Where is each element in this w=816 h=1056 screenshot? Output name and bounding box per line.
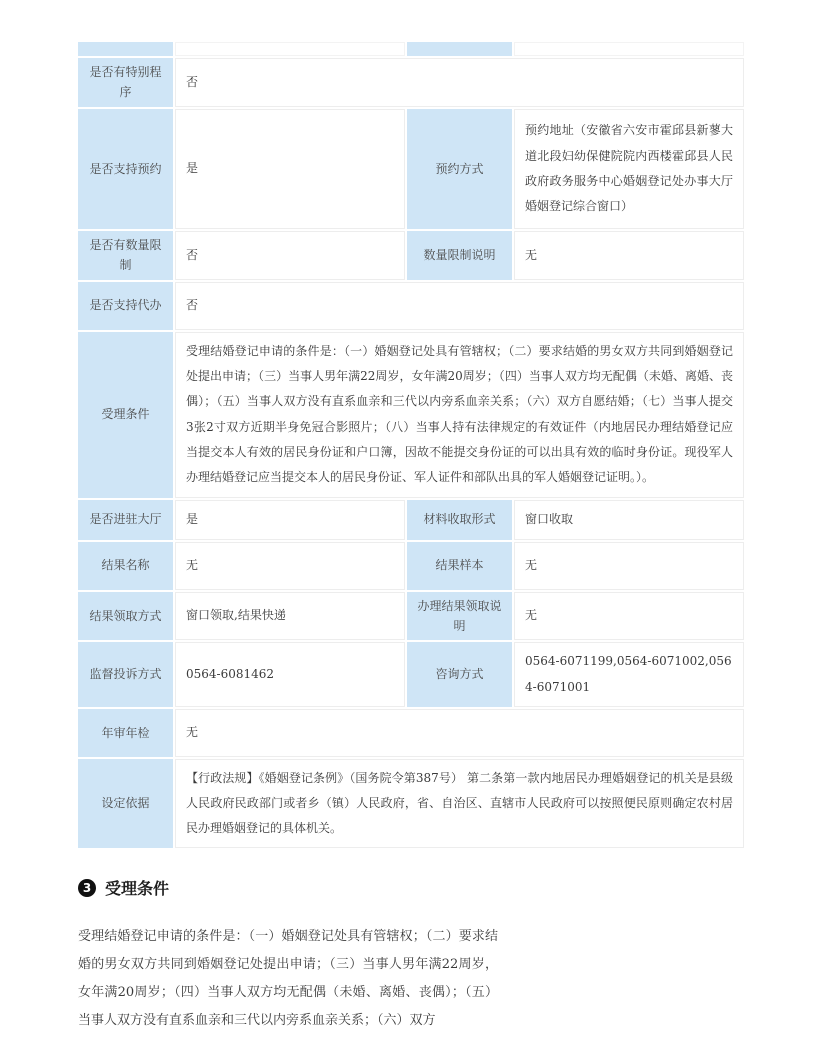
- field-value-cell: 受理结婚登记申请的条件是：（一）婚姻登记处具有管辖权；（二）要求结婚的男女双方共同到婚姻登记处提出申请；（三）当事人男年满22周岁，女年满20周岁；（四）当事人双方均无配偶（未婚、离婚、丧偶）；（五）当事人双方没有直系血亲和三代以内旁系血亲关系；（六）双方自愿结婚；（七）当事人提交3张2寸双方近期半身免冠合影照片；（八）当事人持有法律规定的有效证件（内地居民办理结婚登记应当提交本人有效的居民身份证和户口簿，因故不能提交身份证的可以出具有效的临时身份证。现役军人办理结婚登记应当提交本人的居民身份证、军人证件和部队出具的军人婚姻登记证明。）。: [175, 332, 744, 498]
- field-label-cell: 结果领取方式: [78, 592, 173, 641]
- table-row-legal-basis: [78, 759, 744, 849]
- field-label-cell: 设定依据: [78, 759, 173, 849]
- section-title: 受理条件: [105, 879, 170, 899]
- field-value-cell: 无: [175, 709, 744, 757]
- field-label-cell: 结果样本: [407, 542, 512, 590]
- table-row-clipped: [78, 42, 744, 56]
- field-value-cell: 无: [514, 592, 744, 641]
- field-value-cell: 无: [514, 542, 744, 590]
- field-label-cell: 是否有特别程序: [78, 58, 173, 107]
- field-label-cell: 咨询方式: [407, 642, 512, 706]
- field-value-cell: 窗口领取,结果快递: [175, 592, 405, 641]
- table-row-quantity-limit: [78, 231, 744, 280]
- table-row-agency: [78, 282, 744, 330]
- field-value-cell: 否: [175, 231, 405, 280]
- table-row-annual-review: [78, 709, 744, 757]
- field-label-cell: 受理条件: [78, 332, 173, 498]
- field-value-cell: [175, 42, 405, 56]
- field-value-cell: 是: [175, 500, 405, 540]
- field-label-cell: 数量限制说明: [407, 231, 512, 280]
- field-value-cell: 是: [175, 109, 405, 229]
- field-label-cell: 是否进驻大厅: [78, 500, 173, 540]
- field-label-cell: 材料收取形式: [407, 500, 512, 540]
- table-row-result-pickup: [78, 592, 744, 641]
- field-value-cell: 0564-6071199,0564-6071002,0564-6071001: [514, 642, 744, 706]
- field-label-cell: [78, 42, 173, 56]
- table-row-acceptance-conditions: [78, 332, 744, 498]
- table-row-special-procedure: [78, 58, 744, 107]
- acceptance-conditions-section: [78, 876, 738, 1035]
- field-value-cell: 0564-6081462: [175, 642, 405, 706]
- field-value-cell: 【行政法规】《婚姻登记条例》（国务院令第387号） 第二条第一款内地居民办理婚姻登记的机关是县级人民政府民政部门或者乡（镇）人民政府，省、自治区、直辖市人民政府可以按照便民原则确定农村居民办理婚姻登记的具体机关。: [175, 759, 744, 849]
- field-value-cell: [514, 42, 744, 56]
- field-label-cell: 预约方式: [407, 109, 512, 229]
- field-value-cell: 否: [175, 282, 744, 330]
- field-label-cell: 是否支持代办: [78, 282, 173, 330]
- field-label-cell: 办理结果领取说明: [407, 592, 512, 641]
- table-row-reservation: [78, 109, 744, 229]
- field-value-cell: 无: [514, 231, 744, 280]
- field-label-cell: 是否支持预约: [78, 109, 173, 229]
- field-label-cell: 监督投诉方式: [78, 642, 173, 706]
- field-value-cell: 预约地址（安徽省六安市霍邱县新蓼大道北段妇幼保健院院内西楼霍邱县人民政府政务服务中心婚姻登记处办事大厅婚姻登记综合窗口）: [514, 109, 744, 229]
- section-number-badge: 3: [78, 879, 96, 897]
- field-value-cell: 否: [175, 58, 744, 107]
- table-row-service-hall: [78, 500, 744, 540]
- field-label-cell: 是否有数量限制: [78, 231, 173, 280]
- field-value-cell: 窗口收取: [514, 500, 744, 540]
- service-info-table: [76, 40, 746, 850]
- section-heading: [78, 876, 738, 899]
- field-label-cell: 年审年检: [78, 709, 173, 757]
- field-value-cell: 无: [175, 542, 405, 590]
- table-row-result-name: [78, 542, 744, 590]
- table-row-contact: [78, 642, 744, 706]
- field-label-cell: [407, 42, 512, 56]
- field-label-cell: 结果名称: [78, 542, 173, 590]
- section-paragraph: 受理结婚登记申请的条件是：（一）婚姻登记处具有管辖权；（二）要求结婚的男女双方共同到婚姻登记处提出申请；（三）当事人男年满22周岁，女年满20周岁；（四）当事人双方均无配偶（未婚、离婚、丧偶）；（五）当事人双方没有直系血亲和三代以内旁系血亲关系；（六）双方: [78, 929, 498, 1029]
